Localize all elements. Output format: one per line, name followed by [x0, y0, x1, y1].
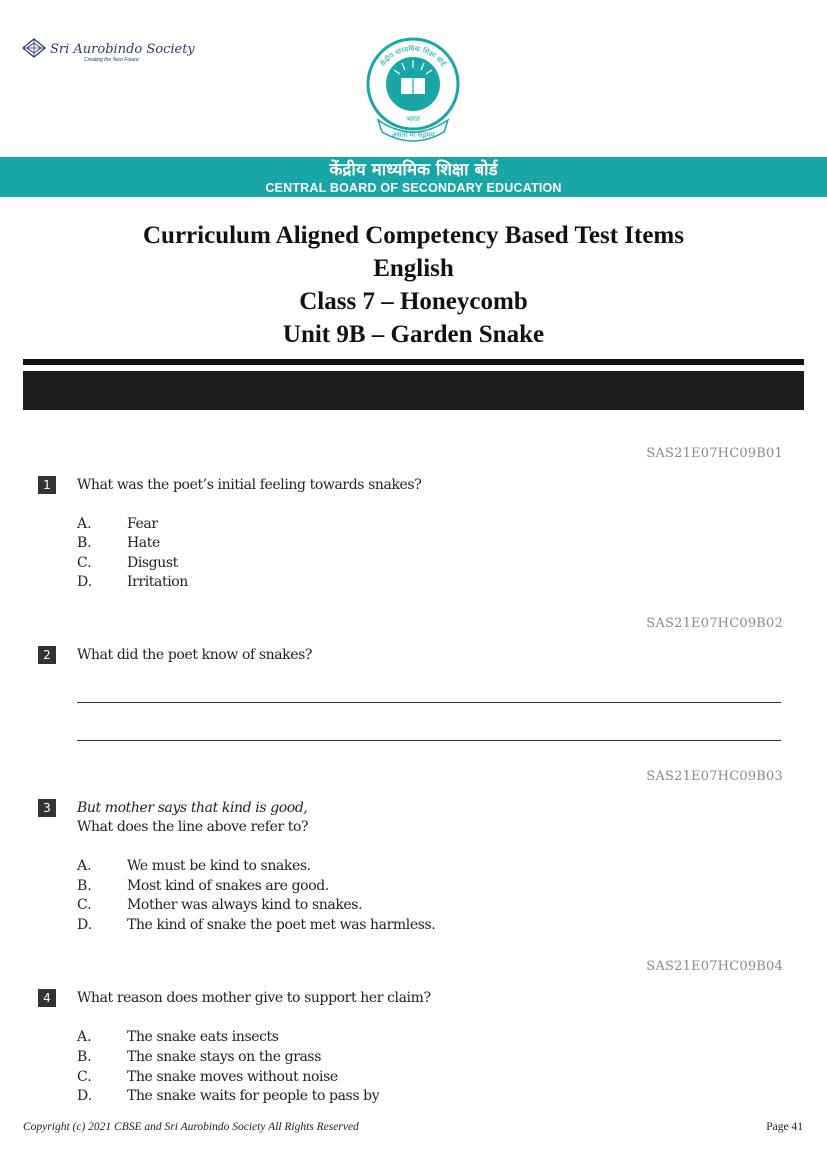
band-hindi-title: केंद्रीय माध्यमिक शिक्षा बोर्ड: [329, 160, 498, 180]
option-text: Fear: [127, 516, 158, 532]
title-line-3: Class 7 – Honeycomb: [299, 288, 528, 315]
divider-bar: [23, 371, 804, 410]
footer-copyright: Copyright (c) 2021 CBSE and Sri Aurobindo Society All Rights Reserved: [23, 1121, 359, 1133]
sas-logo-tagline: Creating the Next Future: [84, 57, 139, 63]
option-text: The snake moves without noise: [127, 1069, 338, 1085]
option-text: The kind of snake the poet met was harmless.: [127, 917, 436, 933]
seal-country: भारत: [406, 115, 420, 123]
option-letter: C.: [77, 897, 92, 913]
question-number: 1: [38, 476, 56, 494]
option-text: The snake eats insects: [127, 1029, 279, 1045]
divider-rule: [23, 359, 804, 365]
question-text: What was the poet’s initial feeling towards snakes?: [77, 477, 422, 493]
question-text: What reason does mother give to support her claim?: [77, 990, 431, 1006]
question-number: 4: [38, 989, 56, 1007]
question-number: 3: [38, 799, 56, 817]
question-code: SAS21E07HC09B02: [646, 616, 783, 631]
question-code: SAS21E07HC09B01: [646, 446, 783, 461]
option-text: Disgust: [127, 555, 178, 571]
option-text: Mother was always kind to snakes.: [127, 897, 363, 913]
option-letter: A.: [77, 1029, 92, 1045]
document-title: [0, 219, 827, 351]
svg-text:केंद्रीय माध्यमिक शिक्षा बोर्ड: केंद्रीय माध्यमिक शिक्षा बोर्ड: [379, 44, 448, 68]
option-letter: B.: [77, 535, 92, 551]
option-text: The snake waits for people to pass by: [127, 1088, 380, 1104]
title-line-1: Curriculum Aligned Competency Based Test Items: [143, 222, 684, 249]
title-line-4: Unit 9B – Garden Snake: [282, 321, 545, 348]
cbse-seal-logo: [364, 34, 462, 142]
option-letter: D.: [77, 574, 93, 590]
option-letter: D.: [77, 917, 93, 933]
seal-motto: असतो मा सद्गमय: [391, 131, 435, 139]
question-code: SAS21E07HC09B04: [646, 959, 783, 974]
option-letter: D.: [77, 1088, 93, 1104]
question-number: 2: [38, 646, 56, 664]
option-text: Irritation: [127, 574, 188, 590]
band-english-title: CENTRAL BOARD OF SECONDARY EDUCATION: [265, 181, 562, 195]
option-text: The snake stays on the grass: [127, 1049, 322, 1065]
option-letter: B.: [77, 878, 92, 894]
question-quote: But mother says that kind is good,: [77, 800, 308, 816]
option-letter: A.: [77, 858, 92, 874]
answer-line[interactable]: [77, 740, 781, 741]
sri-aurobindo-society-logo: [22, 38, 195, 63]
question-code: SAS21E07HC09B03: [646, 769, 783, 784]
question-text: What does the line above refer to?: [77, 819, 309, 835]
option-text: Hate: [127, 535, 160, 551]
option-letter: C.: [77, 555, 92, 571]
option-text: We must be kind to snakes.: [127, 858, 311, 874]
option-letter: C.: [77, 1069, 92, 1085]
sas-emblem-icon: [22, 38, 46, 58]
sas-logo-name: Sri Aurobindo Society: [50, 42, 195, 57]
footer-page-number: Page 41: [766, 1121, 803, 1133]
question-text: What did the poet know of snakes?: [77, 647, 313, 663]
option-letter: B.: [77, 1049, 92, 1065]
title-line-2: English: [373, 255, 454, 282]
option-text: Most kind of snakes are good.: [127, 878, 329, 894]
option-letter: A.: [77, 516, 92, 532]
answer-line[interactable]: [77, 702, 781, 703]
